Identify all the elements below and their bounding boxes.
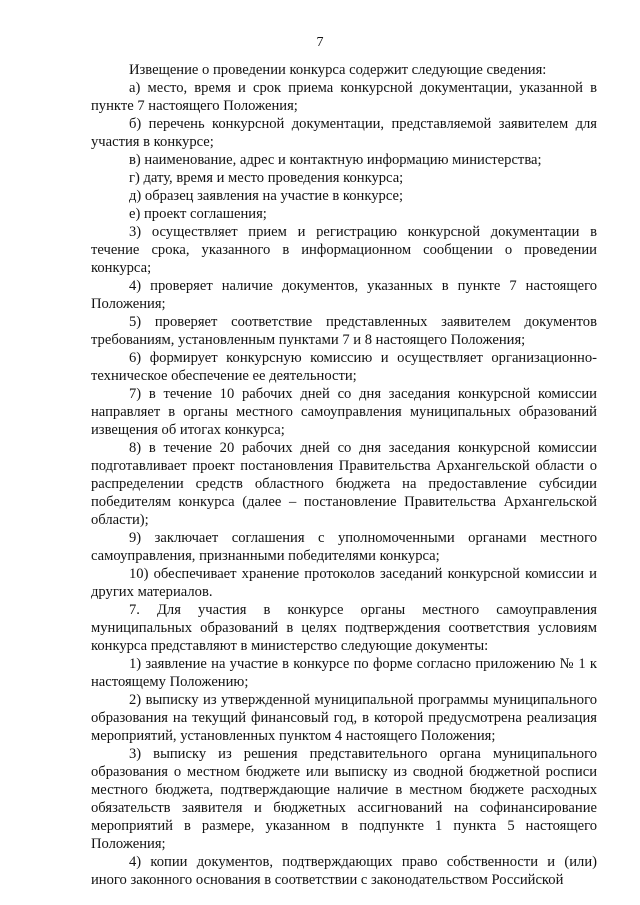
paragraph-item-4: 4) проверяет наличие документов, указанных в пункте 7 настоящего Положения;: [91, 278, 597, 312]
paragraph-item-8: 8) в течение 20 рабочих дней со дня заседания конкурсной комиссии подготавливает проект постановления Правительства Архангельской области о распределении средств областного бюджета на предоставление субсидии победителям конкурса (далее – постановление Правительства Архангельской области);: [91, 440, 597, 528]
paragraph-doc-2: 2) выписку из утвержденной муниципальной программы муниципального образования на текущий финансовый год, в которой предусмотрена реализация мероприятий, установленных пунктом 4 настоящего Положения;: [91, 692, 597, 744]
paragraph-item-d: д) образец заявления на участие в конкурсе;: [129, 188, 404, 204]
paragraph-item-a: а) место, время и срок приема конкурсной документации, указанной в пункте 7 настоящего Положения;: [91, 80, 597, 114]
paragraph-item-5: 5) проверяет соответствие представленных заявителем документов требованиям, установленным пунктами 7 и 8 настоящего Положения;: [91, 314, 597, 348]
page-number: 7: [316, 35, 324, 50]
paragraph-doc-4: 4) копии документов, подтверждающих право собственности и (или) иного законного основания в соответствии с законодательством Российской: [91, 854, 597, 888]
paragraph-item-v: в) наименование, адрес и контактную информацию министерства;: [129, 152, 542, 168]
paragraph-item-10: 10) обеспечивает хранение протоколов заседаний конкурсной комиссии и других материалов.: [91, 566, 597, 600]
paragraph-doc-3: 3) выписку из решения представительного органа муниципального образования о местном бюджете или выписку из сводной бюджетной росписи местного бюджета, подтверждающие наличие в местном бюджете расходных обязательств заявителя и бюджетных ассигнований на софинансирование мероприятий в размере, указанном в подпункте 1 пункта 5 настоящего Положения;: [91, 746, 597, 852]
paragraph-item-e: е) проект соглашения;: [129, 206, 267, 222]
document-body: [91, 61, 597, 889]
paragraph-item-6: 6) формирует конкурсную комиссию и осуществляет организационно-техническое обеспечение ее деятельности;: [91, 350, 597, 384]
paragraph-section-7: 7. Для участия в конкурсе органы местного самоуправления муниципальных образований в целях подтверждения соответствия условиям конкурса представляют в министерство следующие документы:: [91, 602, 597, 654]
paragraph-item-3: 3) осуществляет прием и регистрацию конкурсной документации в течение срока, указанного в информационном сообщении о проведении конкурса;: [91, 224, 597, 276]
paragraph-item-b: б) перечень конкурсной документации, представляемой заявителем для участия в конкурсе;: [91, 116, 597, 150]
paragraph-doc-1: 1) заявление на участие в конкурсе по форме согласно приложению № 1 к настоящему Положению;: [91, 656, 597, 690]
paragraph-item-g: г) дату, время и место проведения конкурса;: [129, 170, 404, 186]
paragraph-notice-contents: Извещение о проведении конкурса содержит следующие сведения:: [129, 62, 547, 78]
paragraph-item-9: 9) заключает соглашения с уполномоченными органами местного самоуправления, признанными победителями конкурса;: [91, 530, 597, 564]
paragraph-item-7: 7) в течение 10 рабочих дней со дня заседания конкурсной комиссии направляет в органы местного самоуправления муниципальных образований извещения об итогах конкурса;: [91, 386, 597, 438]
